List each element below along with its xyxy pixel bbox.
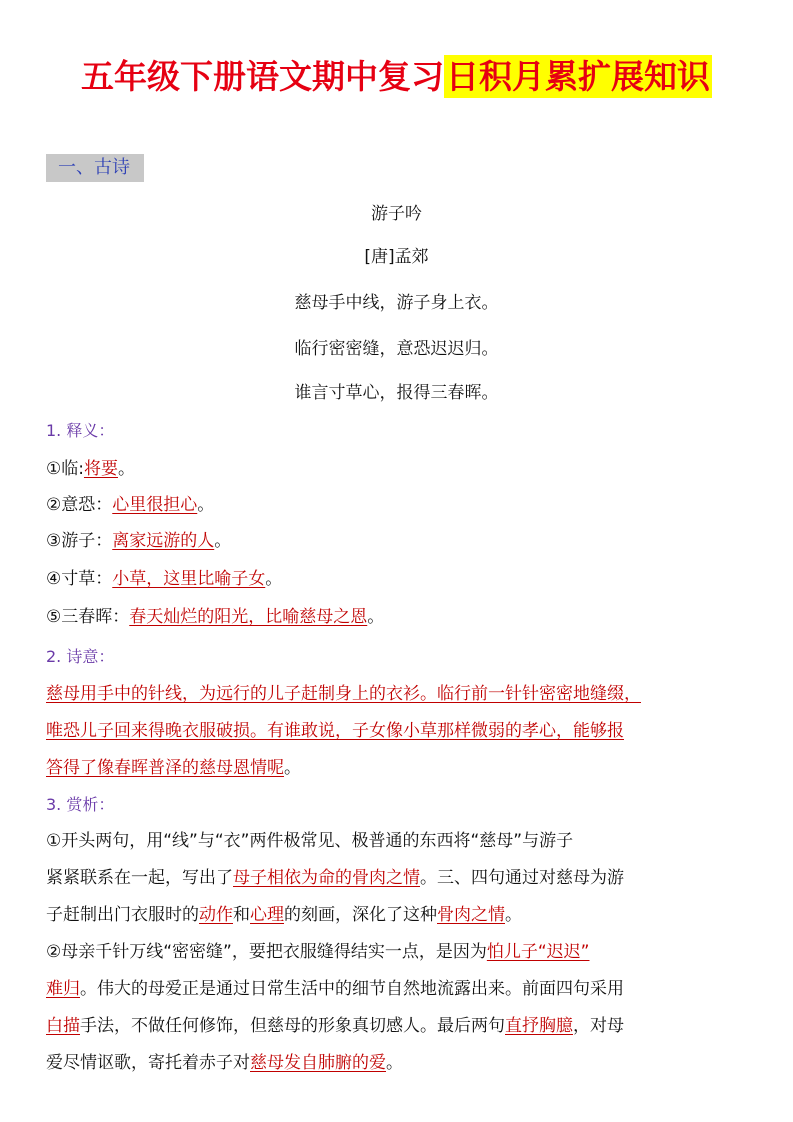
explain-answer: 离家远游的人 [112, 531, 215, 551]
key-phrase: 心理 [250, 905, 284, 925]
analysis-line [46, 860, 746, 897]
explain-term: ②意恐： [46, 495, 113, 515]
text: 子赶制出门衣服时的 [46, 905, 199, 925]
explain-term: ①临: [46, 459, 84, 479]
explain-term: ④寸草： [46, 569, 113, 589]
punct: 。 [214, 531, 232, 551]
explain-item [46, 527, 231, 555]
explain-item [46, 603, 384, 631]
text: 和 [233, 905, 250, 925]
meaning-line-last [46, 750, 746, 787]
key-phrase: 骨肉之情 [437, 905, 505, 925]
explain-item [46, 455, 135, 483]
explain-answer: 心里很担心 [112, 495, 198, 515]
title-highlight: 日积月累扩展知识 [446, 57, 710, 96]
explain-heading: 1. 释义： [46, 421, 115, 440]
poem-line: 慈母手中线，游子身上衣。 [294, 293, 499, 313]
analysis-line [46, 897, 746, 934]
key-phrase: 母子相依为命的骨肉之情 [233, 868, 420, 888]
title-main: 五年级下册语文期中复习 [81, 57, 444, 96]
key-phrase: 慈母发自肺腑的爱 [250, 1053, 386, 1073]
analysis-line: ①开头两句，用“线”与“衣”两件极常见、极普通的东西将“慈母”与游子 [46, 831, 574, 851]
explain-item [46, 491, 214, 519]
explain-item [46, 565, 282, 593]
explain-answer: 春天灿烂的阳光，比喻慈母之恩 [129, 607, 368, 627]
text: 手法，不做任何修饰，但慈母的形象真切感人。最后两句 [80, 1016, 505, 1036]
explain-answer: 小草，这里比喻子女 [112, 569, 266, 589]
key-phrase: 动作 [199, 905, 233, 925]
key-phrase: 白描 [46, 1016, 80, 1036]
punct: 。 [265, 569, 283, 589]
punct: 。 [197, 495, 215, 515]
section-badge: 一、古诗 [46, 154, 144, 182]
explain-answer: 将要 [83, 459, 118, 479]
text: ②母亲千针万线“密密缝”，要把衣服缝得结实一点，是因为 [46, 942, 487, 962]
analysis-line [46, 1045, 746, 1082]
key-phrase: 难归 [46, 979, 80, 999]
text: 的刻画，深化了这种 [284, 905, 437, 925]
poem-title: 游子吟 [371, 204, 422, 224]
poem-line: 谁言寸草心，报得三春晖。 [294, 383, 499, 403]
analysis-line [46, 1008, 746, 1045]
key-phrase: 怕儿子“迟迟” [486, 942, 590, 962]
punct: 。 [117, 459, 135, 479]
meaning-paragraph [46, 676, 746, 787]
meaning-line: 唯恐儿子回来得晚衣服破损。有谁敢说，子女像小草那样微弱的孝心，能够报 [46, 721, 624, 741]
analysis-line [46, 971, 746, 1008]
page-title [0, 52, 793, 102]
text: 。伟大的母爱正是通过日常生活中的细节自然地流露出来。前面四句采用 [80, 979, 624, 999]
analysis-line [46, 934, 746, 971]
text: 爱尽情讴歌，寄托着赤子对 [46, 1053, 250, 1073]
explain-term: ③游子： [46, 531, 113, 551]
key-phrase: 直抒胸臆 [505, 1016, 573, 1036]
analysis-heading: 3. 赏析： [46, 795, 115, 814]
meaning-line: 慈母用手中的针线，为远行的儿子赶制身上的衣衫。临行前一针针密密地缝缀， [46, 684, 641, 704]
punct: 。 [367, 607, 385, 627]
poem-line: 临行密密缝，意恐迟迟归。 [294, 339, 499, 359]
analysis-paragraph-1 [46, 823, 746, 934]
explain-term: ⑤三春晖： [46, 607, 130, 627]
meaning-line: 答得了像春晖普泽的慈母恩情呢 [46, 758, 284, 778]
text: ，对母 [573, 1016, 624, 1036]
text: 紧紧联系在一起，写出了 [46, 868, 233, 888]
text: 。 [386, 1053, 403, 1073]
poem-author: [唐]孟郊 [364, 247, 429, 267]
text: 。三、四句通过对慈母为游 [420, 868, 624, 888]
text: 。 [505, 905, 522, 925]
analysis-paragraph-2 [46, 934, 746, 1082]
punct: 。 [284, 758, 301, 778]
meaning-heading: 2. 诗意： [46, 647, 115, 666]
